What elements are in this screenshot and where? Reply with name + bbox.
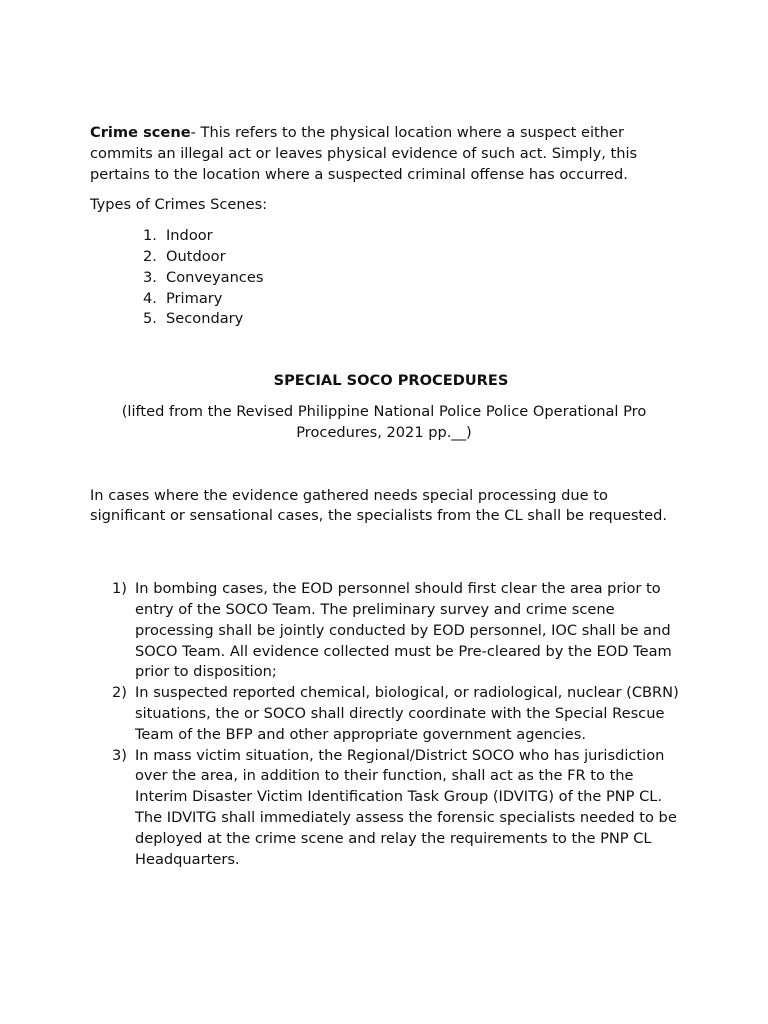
procedure-text: In bombing cases, the EOD personnel should first clear the area prior to entry of the SOCO Team. The preliminary survey and crime scene processing shall be jointly conducted by EOD personnel, IOC shall be and SOCO Team. All evidence collected must be Pre-cleared by the EOD Team prior to disposition; xyxy=(135,580,672,681)
section-source xyxy=(90,402,678,444)
section-source-line1: (lifted from the Revised Philippine National Police Police Operational Pro xyxy=(121,402,647,420)
list-number: 1) xyxy=(112,580,127,598)
list-label: Indoor xyxy=(166,227,213,245)
list-number: 2) xyxy=(112,684,127,702)
list-number: 4. xyxy=(143,289,157,307)
list-item xyxy=(90,579,680,683)
document-page xyxy=(90,123,680,870)
list-item xyxy=(90,226,680,247)
section-source-line2: Procedures, 2021 pp.__) xyxy=(296,423,472,441)
list-label: Conveyances xyxy=(166,268,264,286)
list-item xyxy=(90,289,680,310)
list-label: Secondary xyxy=(166,310,244,328)
list-number: 2. xyxy=(143,247,157,265)
list-number: 3. xyxy=(143,268,157,286)
list-item xyxy=(90,268,680,289)
list-number: 5. xyxy=(143,310,157,328)
procedure-text: In mass victim situation, the Regional/District SOCO who has jurisdiction over the area, in addition to their function, shall act as the FR to the Interim Disaster Victim Identification Task Group (IDVITG) of the PNP CL. The IDVITG shall immediately assess the forensic specialists needed to be deployed at the crime scene and relay the requirements to the PNP CL Headquarters. xyxy=(135,746,677,868)
list-item xyxy=(90,683,680,745)
types-label: Types of Crimes Scenes: xyxy=(90,196,268,214)
list-item xyxy=(90,247,680,268)
list-number: 1. xyxy=(143,227,157,245)
section-heading: SPECIAL SOCO PROCEDURES xyxy=(273,372,509,390)
list-number: 3) xyxy=(112,746,127,764)
list-item xyxy=(90,309,680,330)
list-item xyxy=(90,746,680,871)
list-label: Outdoor xyxy=(166,247,226,265)
crime-scene-types-list xyxy=(90,226,680,330)
definition-text: - This refers to the physical location where a suspect either commits an illegal act or leaves physical evidence of such act. Simply, this pertains to the location where a suspected criminal offense has occurred. xyxy=(90,124,638,183)
intro-paragraph: In cases where the evidence gathered needs special processing due to significant or sensational cases, the specialists from the CL shall be requested. xyxy=(90,486,668,525)
procedure-text: In suspected reported chemical, biological, or radiological, nuclear (CBRN) situations, the or SOCO shall directly coordinate with the Special Rescue Team of the BFP and other appropriate government agencies. xyxy=(135,684,679,743)
definition-term: Crime scene xyxy=(90,124,191,141)
crime-scene-definition xyxy=(90,123,680,185)
procedures-list xyxy=(90,579,680,870)
list-label: Primary xyxy=(166,289,223,307)
